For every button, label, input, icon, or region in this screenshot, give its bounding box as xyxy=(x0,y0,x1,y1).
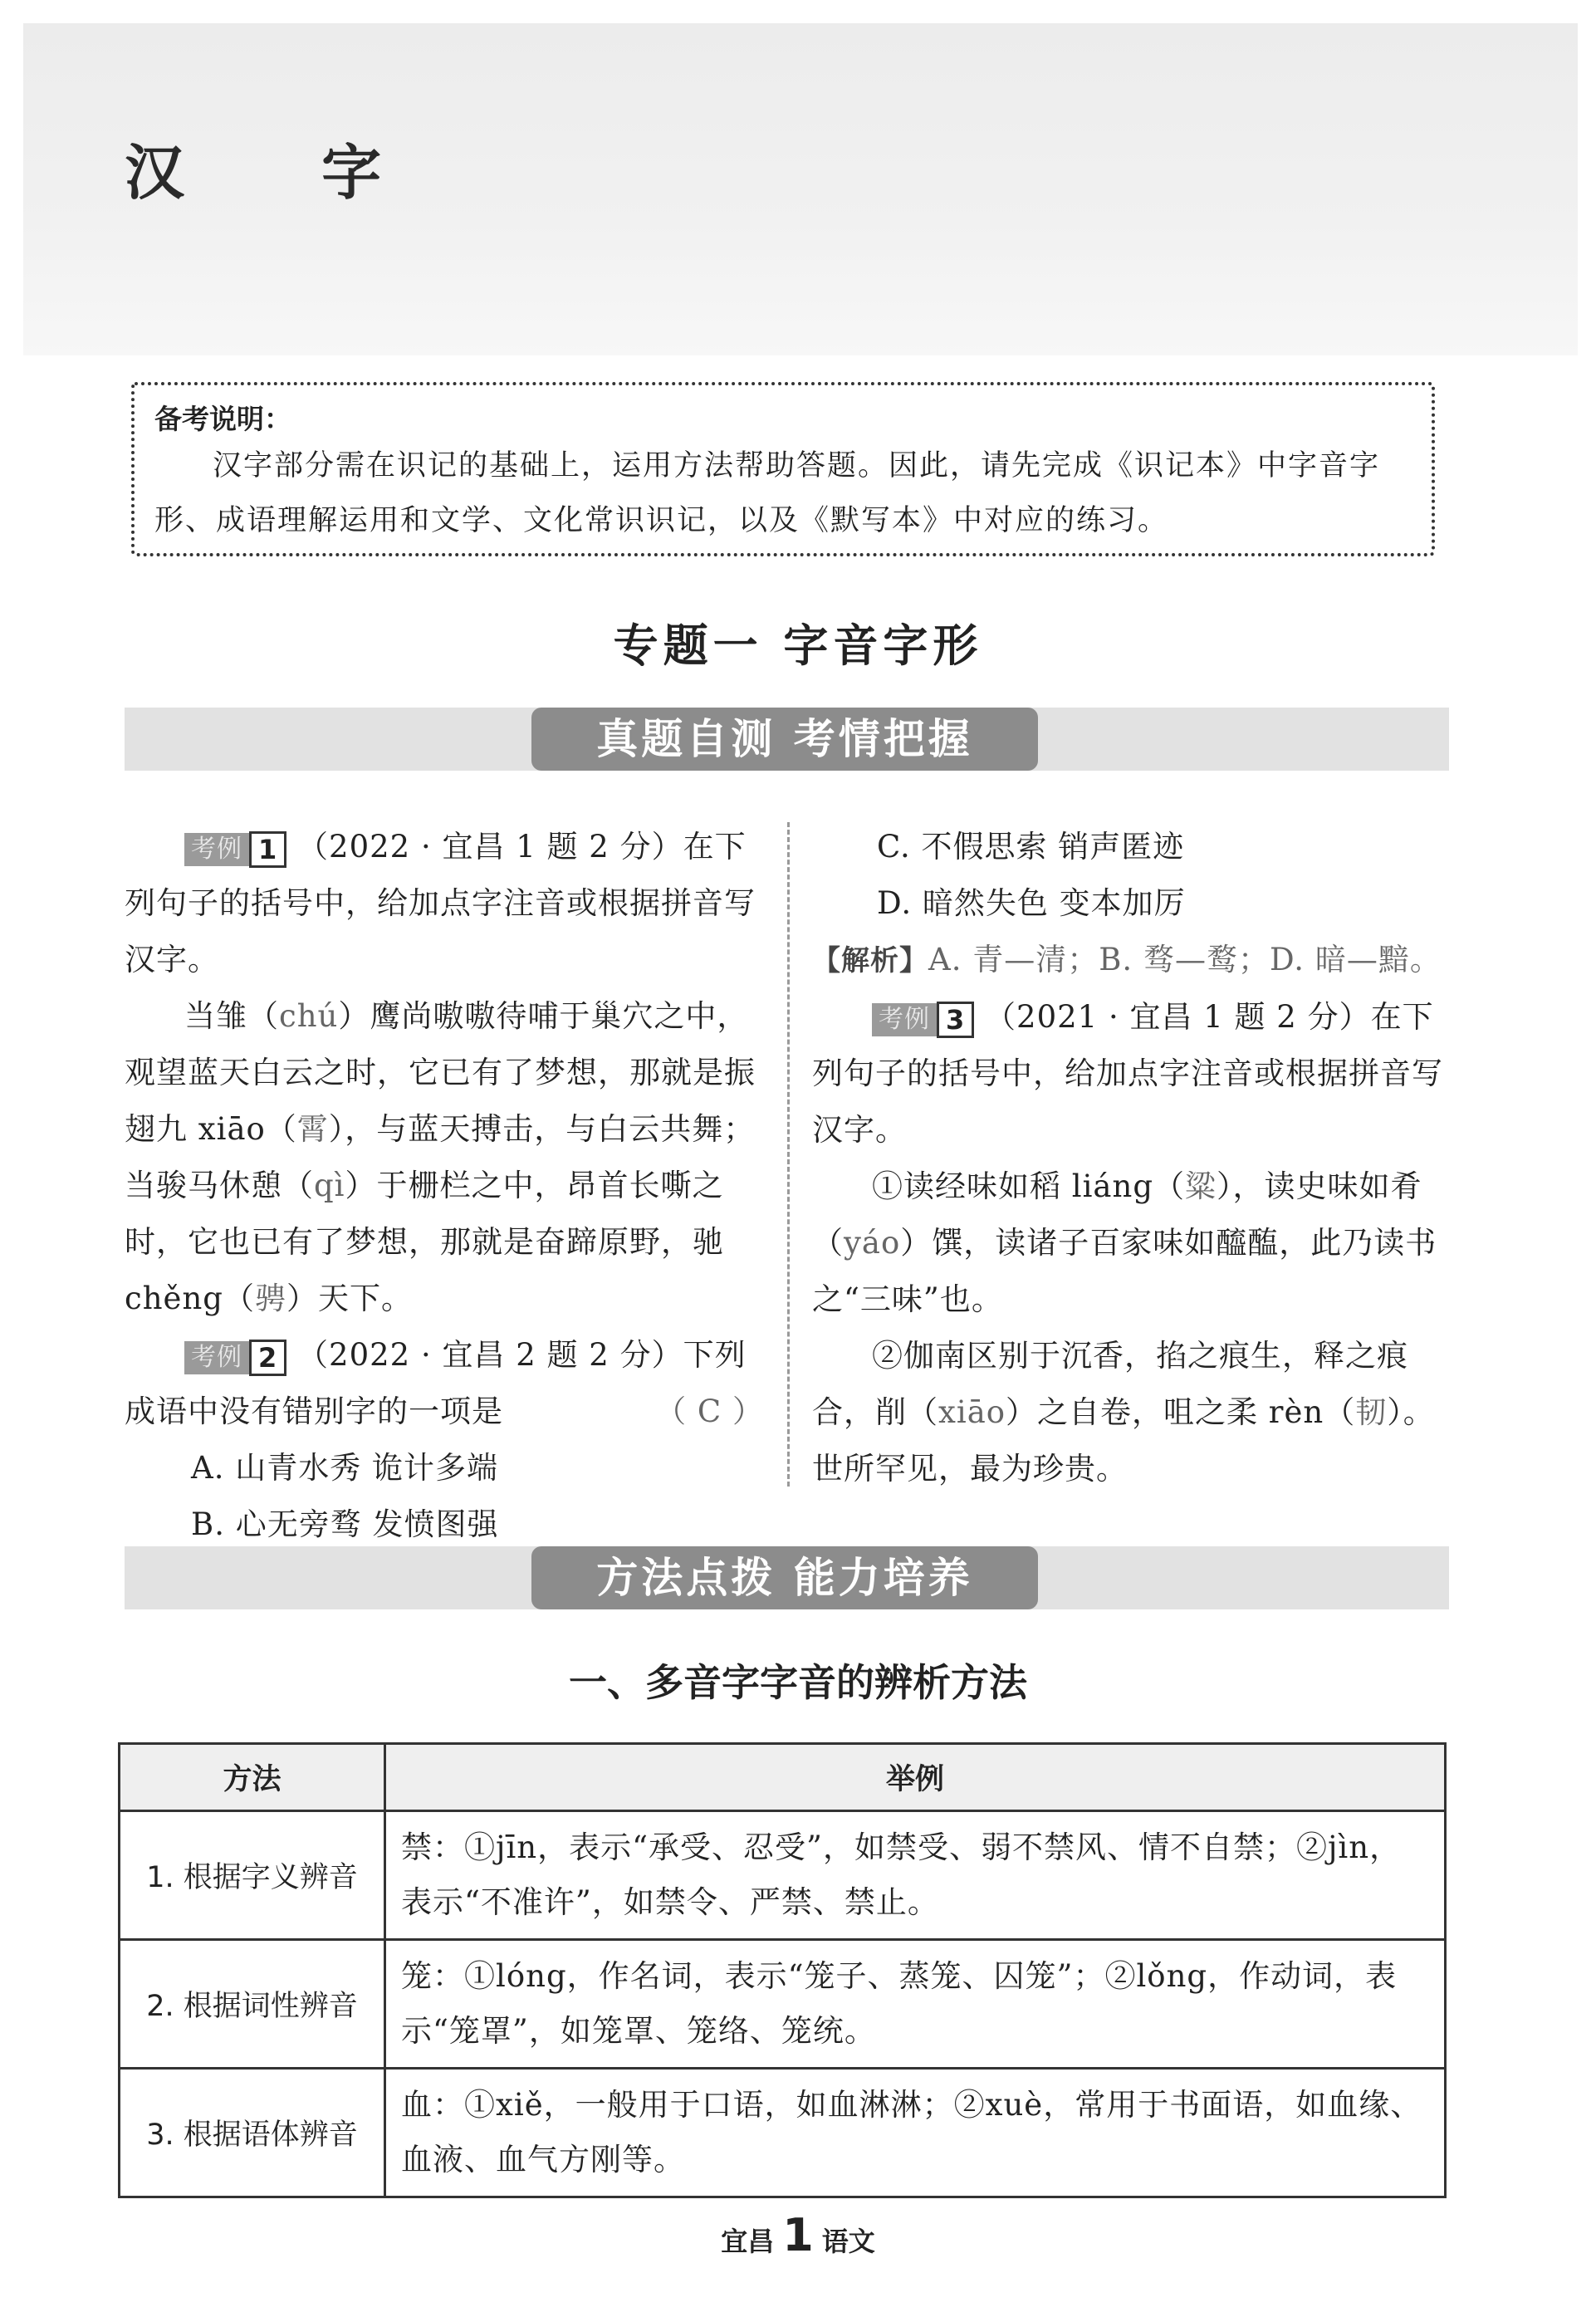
example-2-intro: （2022 · 宜昌 2 题 2 分）下列成语中没有错别字的一项是 xyxy=(125,1337,747,1429)
example-1 xyxy=(125,819,764,988)
example-1-passage xyxy=(125,988,764,1327)
passage-text: ），与蓝天搏击，与白云共舞；当骏马休憩（ xyxy=(125,1111,756,1203)
footer-subject: 语文 xyxy=(821,2226,875,2257)
method-title: 一、多音字字音的辨析方法 xyxy=(569,1660,1027,1705)
example-3 xyxy=(812,989,1452,1158)
analysis xyxy=(812,932,1452,989)
answer: 骋 xyxy=(254,1281,286,1316)
option: D. 暗然失色 变本加厉 xyxy=(877,885,1186,921)
option: A. 山青水秀 诡计多端 xyxy=(191,1450,499,1486)
example-cell: 笼：①lóng，作名词，表示“笼子、蒸笼、囚笼”；②lǒng，作动词，表示“笼罩”，如笼罩、笼络、笼统。 xyxy=(385,1940,1446,2069)
method-cell: 2. 根据词性辨音 xyxy=(120,1940,385,2069)
answer: 霄 xyxy=(296,1111,329,1147)
table-row xyxy=(120,2069,1446,2197)
answer: xiāo xyxy=(938,1394,1006,1430)
methods-table xyxy=(118,1742,1447,2198)
passage-text: ①读经味如稻 liáng（ xyxy=(872,1168,1186,1204)
exam-note-box xyxy=(131,382,1435,556)
example-number: 2 xyxy=(249,1340,286,1376)
option: B. 心无旁骛 发愤图强 xyxy=(191,1506,499,1542)
example-number: 3 xyxy=(937,1002,974,1038)
passage-text: ）鹰尚嗷嗷待哺于巢穴之中，观望蓝天白云之时，它已有了梦想，那就是振翅九 xiāo（ xyxy=(125,998,756,1147)
right-column xyxy=(812,819,1452,1497)
answer: 粱 xyxy=(1185,1168,1217,1204)
passage-text: ）。世所罕见，最为珍贵。 xyxy=(812,1394,1435,1487)
column-divider xyxy=(787,822,790,1487)
method-cell: 1. 根据字义辨音 xyxy=(120,1811,385,1940)
passage-text: ），读史味如肴（ xyxy=(812,1168,1422,1261)
table-header-row xyxy=(120,1744,1446,1811)
answer: 韧 xyxy=(1355,1394,1388,1430)
answer: yáo xyxy=(844,1225,901,1261)
left-column xyxy=(125,819,764,1553)
passage-text: ）天下。 xyxy=(286,1281,413,1316)
banner-real-test xyxy=(125,708,1449,771)
method-cell: 3. 根据语体辨音 xyxy=(120,2069,385,2197)
example-tag: 考例 xyxy=(184,833,249,866)
answer: chú xyxy=(279,998,339,1034)
example-tag: 考例 xyxy=(872,1003,937,1036)
example-number: 1 xyxy=(249,831,286,868)
example-2-answer: （ C ） xyxy=(655,1394,764,1429)
note-body: 汉字部分需在识记的基础上，运用方法帮助答题。因此，请先完成《识记本》中字音字形、成语理解运用和文学、文化常识识记，以及《默写本》中对应的练习。 xyxy=(154,449,1381,537)
column-header: 举例 xyxy=(385,1744,1446,1811)
topic-title: 专题一 字音字形 xyxy=(613,620,983,672)
answer: qì xyxy=(314,1168,345,1203)
banner-method xyxy=(125,1546,1449,1609)
page-title: 汉 字 xyxy=(125,138,440,208)
passage-text: 当雏（ xyxy=(184,998,279,1034)
example-cell: 禁：①jīn，表示“承受、忍受”，如禁受、弱不禁风、情不自禁；②jìn，表示“不准许”，如禁令、严禁、禁止。 xyxy=(385,1811,1446,1940)
passage-text: ）于栅栏之中，昂首长嘶之时，它也已有了梦想，那就是奋蹄原野，驰 chěng（ xyxy=(125,1168,724,1316)
banner-real-test-label: 真题自测 考情把握 xyxy=(531,708,1038,771)
table-row xyxy=(120,1811,1446,1940)
example-3-passage-1 xyxy=(812,1158,1452,1328)
page-number: 1 xyxy=(782,2209,814,2261)
example-tag: 考例 xyxy=(184,1341,249,1374)
option: C. 不假思索 销声匿迹 xyxy=(877,829,1185,865)
analysis-label: 【解析】 xyxy=(812,944,928,977)
note-title: 备考说明： xyxy=(154,403,291,435)
example-cell: 血：①xiě，一般用于口语，如血淋淋；②xuè，常用于书面语，如血缘、血液、血气方刚等。 xyxy=(385,2069,1446,2197)
example-1-intro: （2022 · 宜昌 1 题 2 分）在下列句子的括号中，给加点字注音或根据拼音写汉字。 xyxy=(125,829,756,977)
footer-city: 宜昌 xyxy=(721,2226,775,2257)
table-row xyxy=(120,1940,1446,2069)
passage-text: ②伽南区别于沉香，掐之痕生，释之痕合，削（ xyxy=(812,1338,1408,1430)
page-footer xyxy=(0,2209,1596,2261)
passage-text: ）馔，读诸子百家味如醯醢，此乃读书之“三味”也。 xyxy=(812,1225,1437,1317)
banner-method-label: 方法点拨 能力培养 xyxy=(531,1546,1038,1609)
passage-text: ）之自卷，咀之柔 rèn（ xyxy=(1006,1394,1356,1430)
column-header: 方法 xyxy=(120,1744,385,1811)
example-3-intro: （2021 · 宜昌 1 题 2 分）在下列句子的括号中，给加点字注音或根据拼音写汉字。 xyxy=(812,999,1443,1148)
analysis-text: A. 青—清；B. 骛—鹜；D. 暗—黯。 xyxy=(928,942,1442,977)
example-3-passage-2 xyxy=(812,1328,1452,1497)
